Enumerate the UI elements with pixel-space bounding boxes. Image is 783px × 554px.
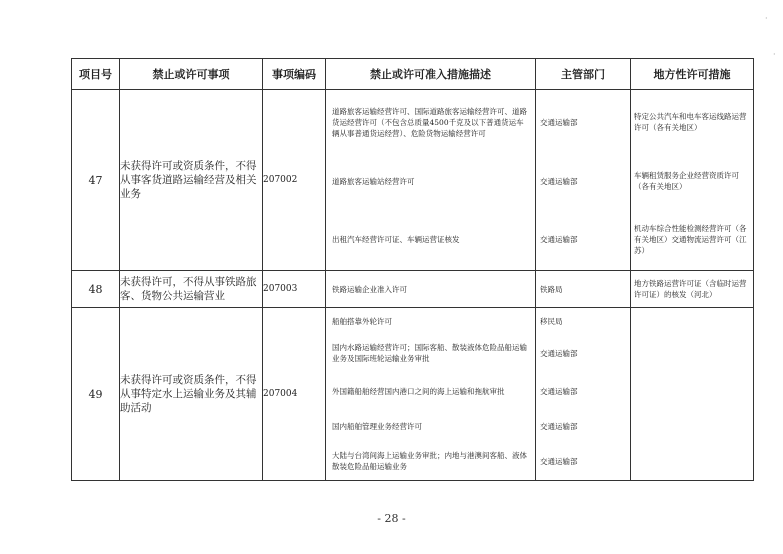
department-entry: 交通运输部 (540, 386, 578, 396)
description-entry: 外国籍船舶经营国内港口之间的海上运输和拖航审批 (332, 386, 505, 396)
header-local: 地方性许可措施 (631, 59, 754, 90)
description-entry: 出租汽车经营许可证、车辆运营证核发 (332, 234, 460, 244)
row-code: 207002 (263, 90, 326, 271)
department-entry: 移民局 (540, 316, 563, 326)
row-item: 未获得许可，不得从事铁路旅客、货物公共运输营业 (120, 271, 263, 308)
corner-mark: · (773, 50, 776, 59)
header-code: 事项编码 (263, 59, 326, 90)
description-entry: 铁路运输企业准入许可 (332, 284, 407, 294)
description-entry: 道路旅客运输站经营许可 (332, 176, 415, 186)
row-number: 48 (72, 271, 120, 308)
description-entry: 船舶搭靠外轮许可 (332, 316, 392, 326)
header-dept: 主管部门 (536, 59, 631, 90)
local-measure-entry: 特定公共汽车和电车客运线路运营许可（各有关地区） (634, 112, 747, 132)
row-departments (536, 90, 631, 271)
corner-mark: · (765, 14, 768, 23)
row-code: 207003 (263, 271, 326, 308)
row-number: 47 (72, 90, 120, 271)
row-departments (536, 308, 631, 481)
page-number: - 28 - (377, 512, 406, 525)
local-measure-entry (631, 308, 753, 480)
table-header-row (72, 59, 754, 90)
local-measure-entry: 机动车综合性能检测经营许可（各有关地区）交通物流运营许可（江苏） (634, 223, 747, 255)
row-local-measures (631, 308, 754, 481)
department-entry: 交通运输部 (540, 348, 578, 358)
header-item: 禁止或许可事项 (120, 59, 263, 90)
row-descriptions (326, 271, 536, 308)
description-entry: 国内水路运输经营许可；国际客船、散装液体危险品船运输业务及国际班轮运输业务审批 (332, 343, 527, 363)
department-entry: 交通运输部 (540, 176, 578, 186)
row-item: 未获得许可或资质条件，不得从事客货道路运输经营及相关业务 (120, 90, 263, 271)
table-row (72, 271, 754, 308)
department-entry: 交通运输部 (540, 234, 578, 244)
description-entry: 道路旅客运输经营许可、国际道路旅客运输经营许可、道路货运经营许可（不包含总质量4500千克及以下普通货运车辆从事普通货运经营）、危险货物运输经营许可 (332, 106, 527, 138)
department-entry: 交通运输部 (540, 456, 578, 466)
local-measure-entry: 车辆租赁服务企业经营资质许可（各有关地区） (634, 171, 739, 191)
row-departments (536, 271, 631, 308)
department-entry: 交通运输部 (540, 421, 578, 431)
header-desc: 禁止或许可准入措施描述 (326, 59, 536, 90)
row-local-measures (631, 90, 754, 271)
row-descriptions (326, 90, 536, 271)
row-descriptions (326, 308, 536, 481)
table-row (72, 308, 754, 481)
row-local-measures (631, 271, 754, 308)
header-num: 项目号 (72, 59, 120, 90)
row-code: 207004 (263, 308, 326, 481)
measures-table (71, 58, 754, 481)
row-number: 49 (72, 308, 120, 481)
row-item: 未获得许可或资质条件，不得从事特定水上运输业务及其辅助活动 (120, 308, 263, 481)
description-entry: 国内船舶管理业务经营许可 (332, 421, 422, 431)
department-entry: 交通运输部 (540, 117, 578, 127)
local-measure-entry: 地方铁路运营许可证（含临时运营许可证）的核发（河北） (634, 279, 747, 299)
department-entry: 铁路局 (540, 284, 563, 294)
description-entry: 大陆与台湾间海上运输业务审批；内地与港澳间客船、液体散装危险品船运输业务 (332, 451, 527, 471)
table-row (72, 90, 754, 271)
